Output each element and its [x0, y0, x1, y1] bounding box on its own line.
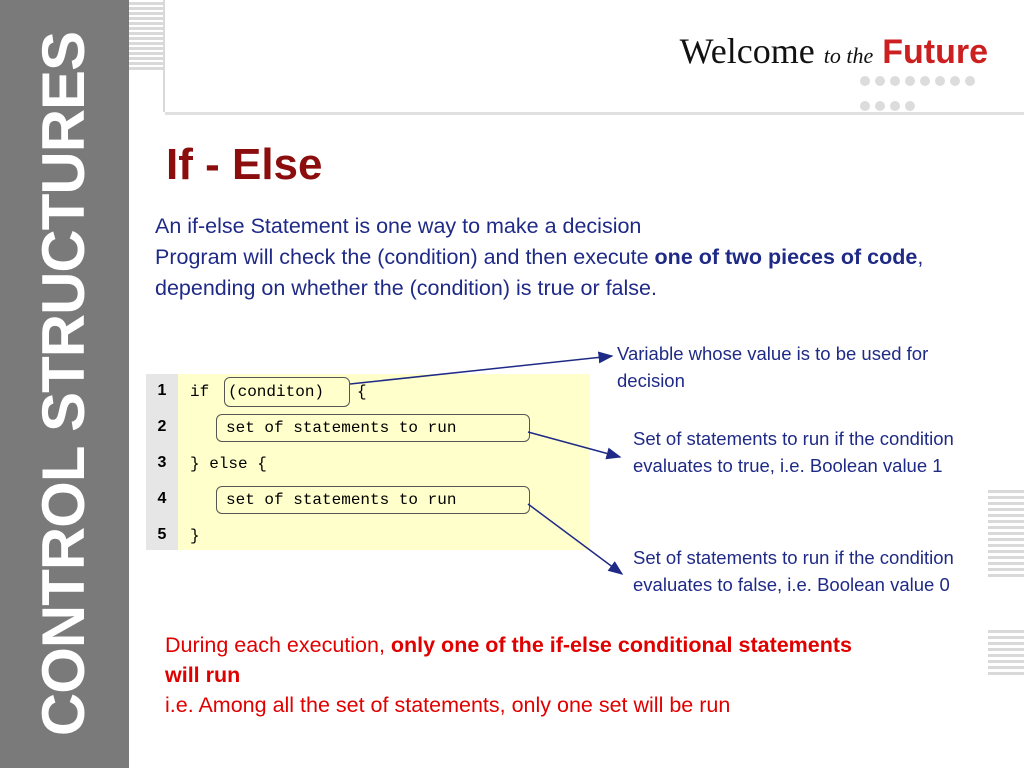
brand-future: Future [882, 33, 988, 71]
condition-arrow [350, 356, 612, 384]
brand-to-the: to the [823, 43, 874, 68]
code-false-statements: set of statements to run [226, 491, 457, 509]
note-true-branch: Set of statements to run if the condition evaluates to true, i.e. Boolean value 1 [633, 428, 954, 476]
page-title: If - Else [166, 140, 323, 189]
decorative-stripes-right-2 [988, 627, 1024, 675]
code-if-keyword: if [190, 383, 210, 401]
false-arrow [528, 504, 622, 574]
bottom-bold: only one of the if-else conditional statements will run [165, 633, 853, 687]
bottom-line-2: i.e. Among all the set of statements, only one set will be run [165, 693, 731, 717]
brand-welcome: Welcome [679, 31, 815, 71]
line-number: 1 [157, 382, 167, 399]
true-arrow [528, 432, 620, 457]
bottom-note [165, 630, 885, 720]
decorative-stripes-right-1 [988, 487, 1024, 577]
bottom-line-1 [165, 630, 885, 690]
code-close-brace: } [190, 527, 200, 545]
code-condition: (conditon) [228, 383, 325, 401]
line-number: 3 [157, 454, 167, 471]
code-open-brace: { [357, 383, 367, 401]
line-number: 2 [157, 418, 167, 435]
intro-line-2-bold: one of two pieces of code [654, 245, 918, 269]
line-number: 5 [157, 526, 167, 543]
line-number: 4 [157, 490, 167, 507]
bottom-pre: During each execution, [165, 633, 391, 657]
code-true-statements: set of statements to run [226, 419, 457, 437]
code-else: } else { [190, 455, 267, 473]
intro-line-2-post: , depending on whether the (condition) is true or false. [155, 245, 924, 300]
sidebar-title: CONTROL STRUCTURES [30, 31, 97, 737]
note-condition: Variable whose value is to be used for decision [617, 343, 929, 391]
intro-line-2-pre: Program will check the (condition) and then execute [155, 245, 655, 269]
intro-line-1: An if-else Statement is one way to make a decision [155, 214, 642, 238]
note-false-branch: Set of statements to run if the condition evaluates to false, i.e. Boolean value 0 [633, 547, 954, 595]
